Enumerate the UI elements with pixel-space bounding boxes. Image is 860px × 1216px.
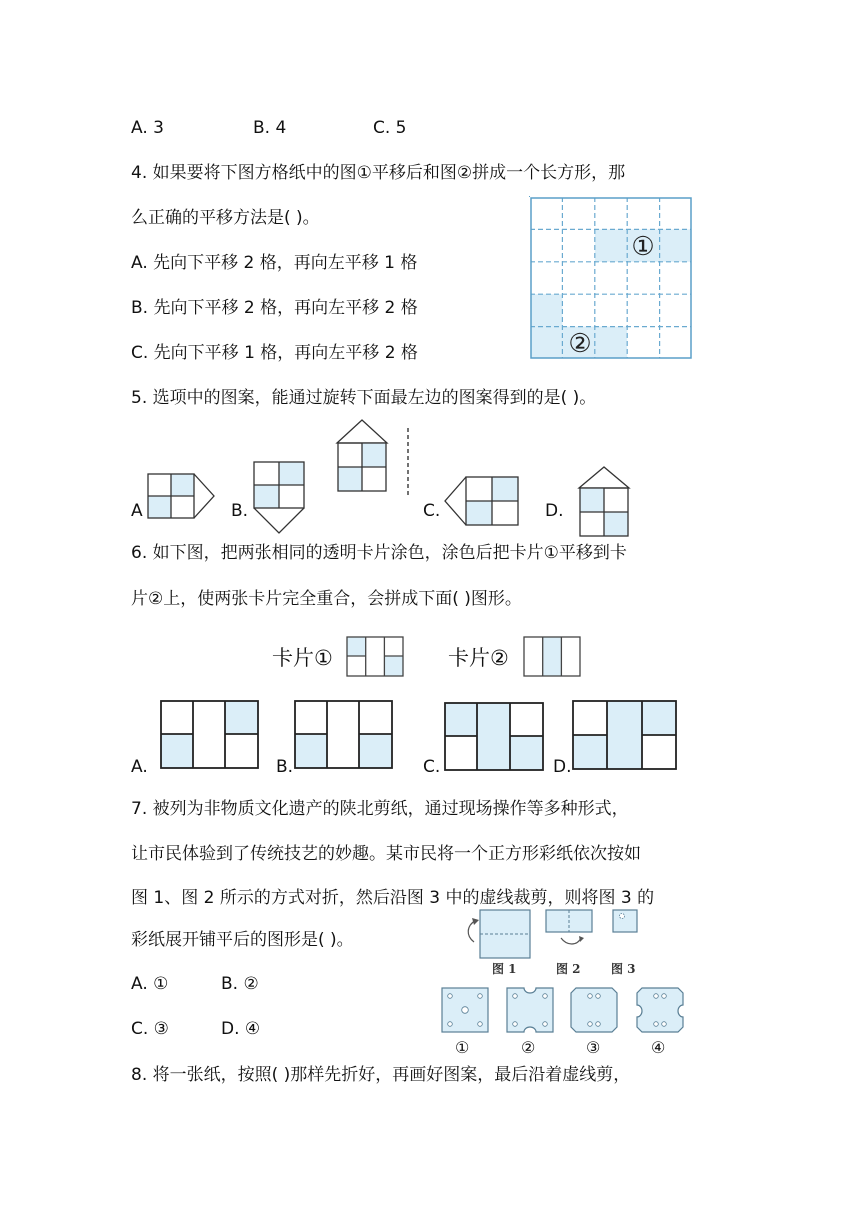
q6-option-b-figure (294, 700, 394, 770)
q3-option-a: A. 3 (131, 118, 164, 138)
q6-card2 (523, 636, 581, 678)
q7-result-4 (636, 987, 686, 1035)
q7-result-label-4: ④ (651, 1038, 666, 1057)
q7-result-2 (506, 987, 556, 1035)
q5-option-b-letter: B. (231, 501, 249, 521)
q7-option-d: D. ④ (221, 1019, 261, 1039)
q5-option-a-letter: A (131, 501, 143, 521)
q4-grid-figure (530, 197, 694, 361)
q7-question-line1: 7. 被列为非物质文化遗产的陕北剪纸，通过现场操作等多种形式， (131, 799, 629, 819)
q7-result-3 (570, 987, 620, 1035)
q7-fold-figure-3 (612, 908, 640, 936)
q7-result-label-1: ① (455, 1038, 470, 1057)
q4-question-line2: 么正确的平移方法是( )。 (131, 208, 320, 228)
q6-card1 (346, 636, 404, 678)
q4-option-c: C. 先向下平移 1 格，再向左平移 2 格 (131, 343, 418, 363)
q7-fig-caption-1: 图 1 (492, 962, 517, 976)
q6-question-line2: 片②上，使两张卡片完全重合，会拼成下面( )图形。 (131, 589, 522, 609)
q7-fold-figure-1 (462, 908, 542, 960)
q6-option-a-letter: A. (131, 757, 148, 777)
q6-option-d-letter: D. (553, 757, 572, 777)
q4-figure-label-1: ① (631, 232, 655, 262)
q7-fig-caption-3: 图 3 (611, 962, 636, 976)
q6-question-line1: 6. 如下图，把两张相同的透明卡片涂色，涂色后把卡片①平移到卡 (131, 543, 627, 563)
q7-question-line3: 图 1、图 2 所示的方式对折，然后沿图 3 中的虚线裁剪，则将图 3 的 (131, 888, 655, 908)
q6-option-b-letter: B. (276, 757, 294, 777)
q5-option-d-pattern (578, 466, 630, 538)
q7-option-c: C. ③ (131, 1019, 169, 1039)
q6-card1-label: 卡片① (272, 646, 333, 670)
q7-fold-figure-2 (545, 908, 595, 948)
q3-option-b: B. 4 (253, 118, 287, 138)
q5-option-b-pattern (252, 461, 306, 535)
q5-option-a-pattern (146, 472, 216, 520)
q5-option-d-letter: D. (545, 501, 564, 521)
q6-card2-label: 卡片② (448, 646, 509, 670)
q7-result-label-3: ③ (586, 1038, 601, 1057)
q3-option-c: C. 5 (373, 118, 407, 138)
q5-separator-line (406, 428, 410, 498)
q4-option-a: A. 先向下平移 2 格，再向左平移 1 格 (131, 253, 418, 273)
q4-figure-label-2: ② (568, 329, 592, 359)
q8-question-line1: 8. 将一张纸，按照( )那样先折好，再画好图案，最后沿着虚线剪， (131, 1065, 631, 1085)
q7-option-b: B. ② (221, 974, 259, 994)
q7-result-label-2: ② (521, 1038, 536, 1057)
q7-question-line4: 彩纸展开铺平后的图形是( )。 (131, 930, 354, 950)
q4-option-b: B. 先向下平移 2 格，再向左平移 2 格 (131, 298, 418, 318)
q6-option-a-figure (160, 700, 260, 770)
q5-original-pattern (336, 419, 388, 495)
q7-question-line2: 让市民体验到了传统技艺的妙趣。某市民将一个正方形彩纸依次按如 (131, 844, 641, 864)
q7-option-a: A. ① (131, 974, 169, 994)
q4-question-line1: 4. 如果要将下图方格纸中的图①平移后和图②拼成一个长方形，那 (131, 163, 626, 183)
q6-option-d-figure (572, 700, 678, 772)
q6-option-c-letter: C. (423, 757, 441, 777)
q7-fig-caption-2: 图 2 (556, 962, 581, 976)
q5-question-line1: 5. 选项中的图案，能通过旋转下面最左边的图案得到的是( )。 (131, 388, 597, 408)
q5-option-c-letter: C. (423, 501, 441, 521)
q5-option-c-pattern (444, 476, 520, 528)
q6-option-c-figure (444, 702, 546, 772)
q7-result-1 (441, 987, 491, 1035)
